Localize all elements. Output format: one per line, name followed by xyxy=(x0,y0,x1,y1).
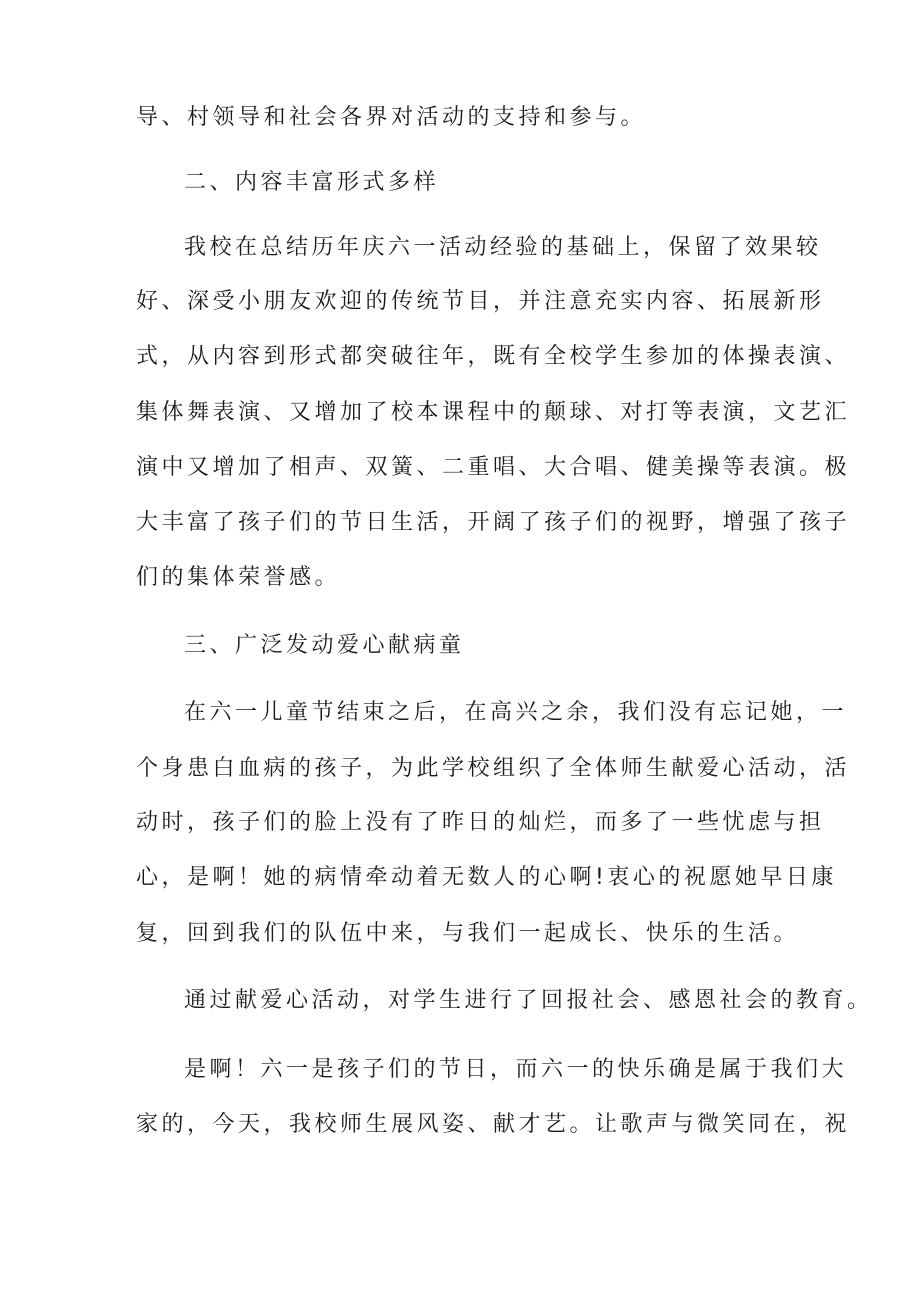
paragraph-line: 动时，孩子们的脸上没有了昨日的灿烂，而多了一些忧虑与担 xyxy=(136,810,825,835)
paragraph-line: 演中又增加了相声、双簧、二重唱、大合唱、健美操等表演。极 xyxy=(136,455,851,480)
section-heading: 三、广泛发动爱心献病童 xyxy=(184,633,465,658)
paragraph-line: 在六一儿童节结束之后，在高兴之余，我们没有忘记她，一 xyxy=(184,700,848,725)
paragraph-line: 家的，今天，我校师生展风姿、献才艺。让歌声与微笑同在，祝 xyxy=(136,1112,851,1137)
paragraph-line: 复，回到我们的队伍中来，与我们一起成长、快乐的生活。 xyxy=(136,921,800,946)
paragraph-line: 们的集体荣誉感。 xyxy=(136,565,341,590)
paragraph-line: 我校在总结历年庆六一活动经验的基础上，保留了效果较 xyxy=(184,235,822,260)
paragraph-line: 大丰富了孩子们的节日生活，开阔了孩子们的视野，增强了孩子 xyxy=(136,510,851,535)
section-heading: 二、内容丰富形式多样 xyxy=(184,170,440,195)
paragraph-line: 式，从内容到形式都突破往年，既有全校学生参加的体操表演、 xyxy=(136,344,851,369)
paragraph-line: 是啊！六一是孩子们的节日，而六一的快乐确是属于我们大 xyxy=(184,1057,848,1082)
paragraph-line: 个身患白血病的孩子，为此学校组织了全体师生献爱心活动，活 xyxy=(136,756,851,781)
paragraph-line: 心，是啊！她的病情牵动着无数人的心啊!衷心的祝愿她早日康 xyxy=(136,865,837,890)
paragraph-line: 通过献爱心活动，对学生进行了回报社会、感恩社会的教育。 xyxy=(184,988,873,1013)
paragraph-line: 导、村领导和社会各界对活动的支持和参与。 xyxy=(136,105,647,130)
paragraph-line: 集体舞表演、又增加了校本课程中的颠球、对打等表演，文艺汇 xyxy=(136,400,851,425)
paragraph-line: 好、深受小朋友欢迎的传统节目，并注意充实内容、拓展新形 xyxy=(136,289,825,314)
